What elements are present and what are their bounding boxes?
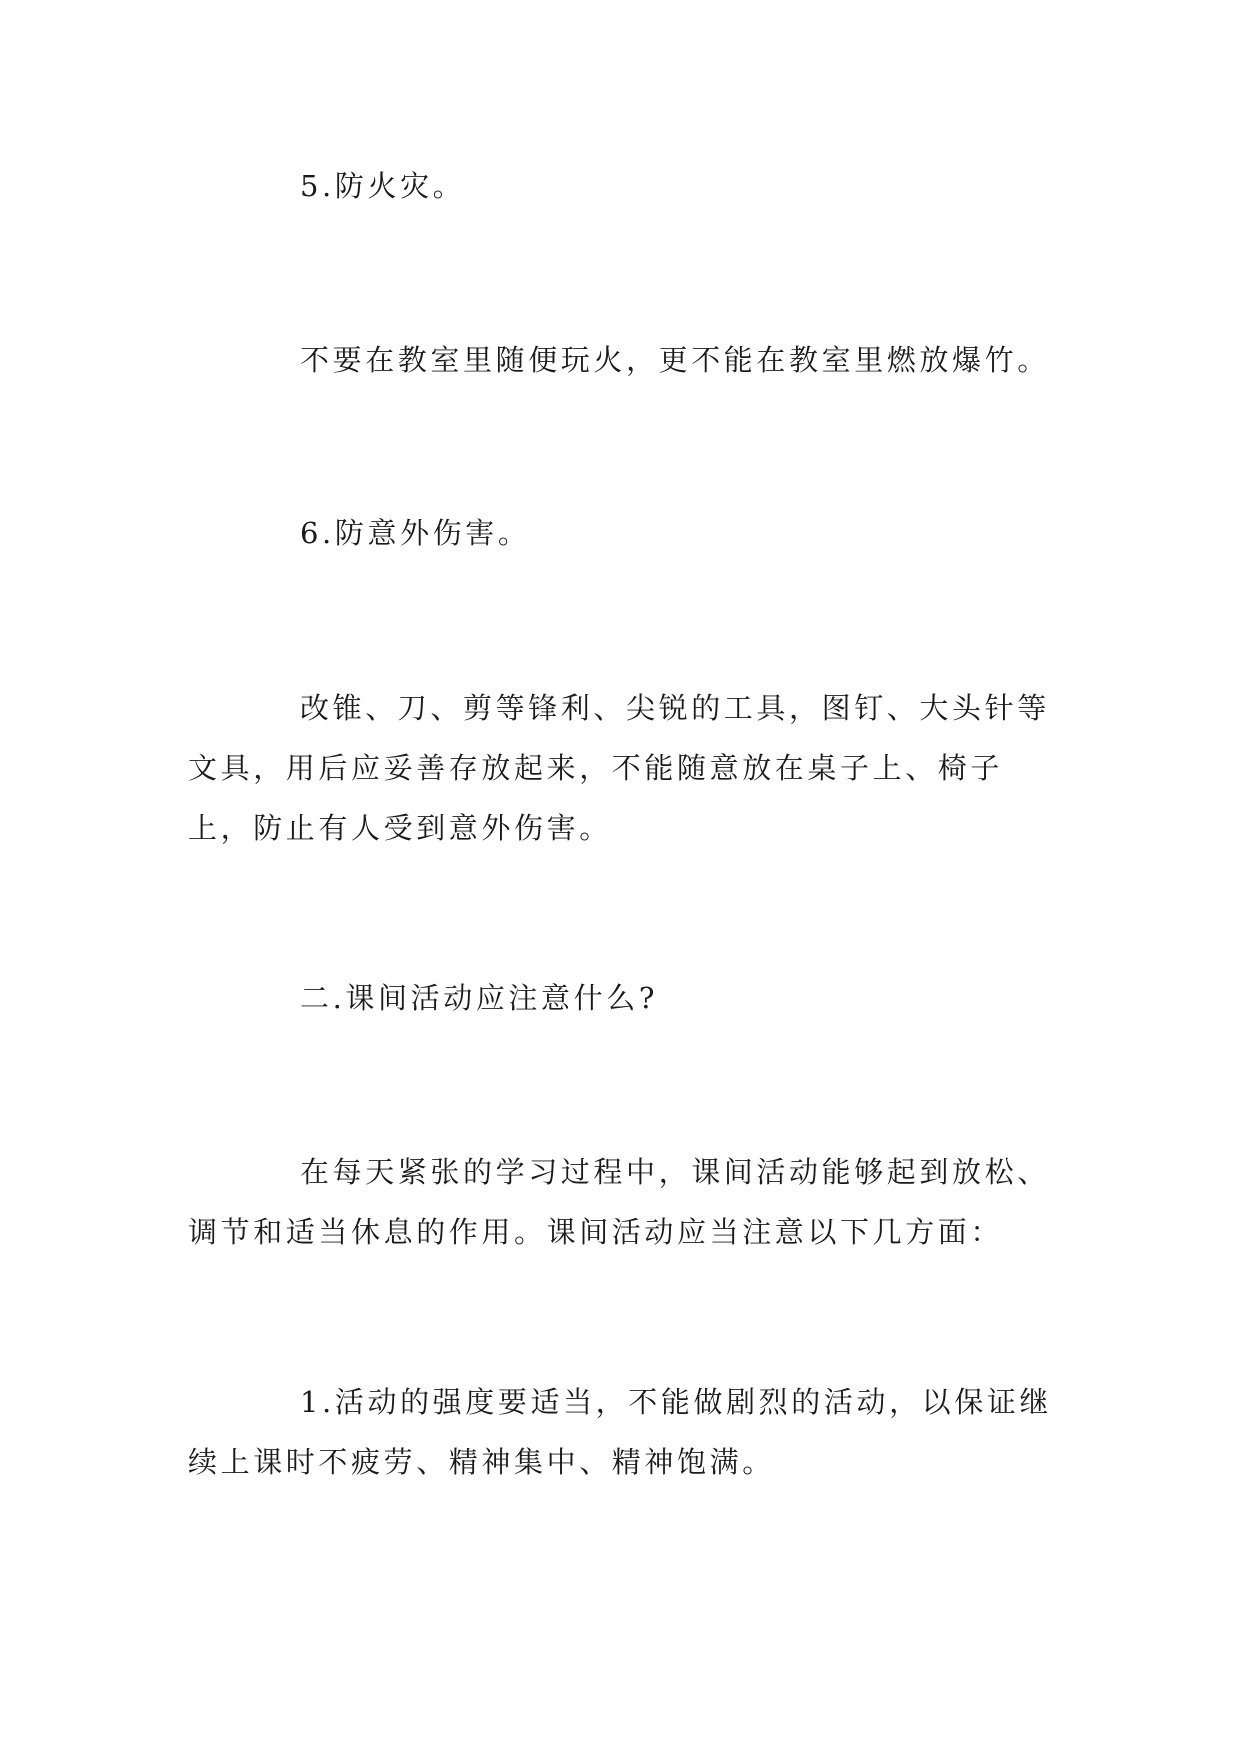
paragraph-sharp-tools: 改锥、刀、剪等锋利、尖锐的工具，图钉、大头针等文具，用后应妥善存放起来，不能随意放在桌子上、椅子上，防止有人受到意外伤害。 [188,691,1050,845]
section-heading-fire-prevention: 5.防火灾。 [300,169,466,203]
section-heading-accident-prevention: 6.防意外伤害。 [300,516,531,550]
section-heading-recess-activities: 二.课间活动应注意什么? [300,981,658,1015]
paragraph-fire-rule: 不要在教室里随便玩火，更不能在教室里燃放爆竹。 [300,343,1050,377]
paragraph-recess-intro: 在每天紧张的学习过程中，课间活动能够起到放松、调节和适当休息的作用。课间活动应当注意以下几方面： [188,1155,1050,1249]
paragraph-activity-intensity: 1.活动的强度要适当，不能做剧烈的活动，以保证继续上课时不疲劳、精神集中、精神饱满。 [188,1385,1053,1479]
